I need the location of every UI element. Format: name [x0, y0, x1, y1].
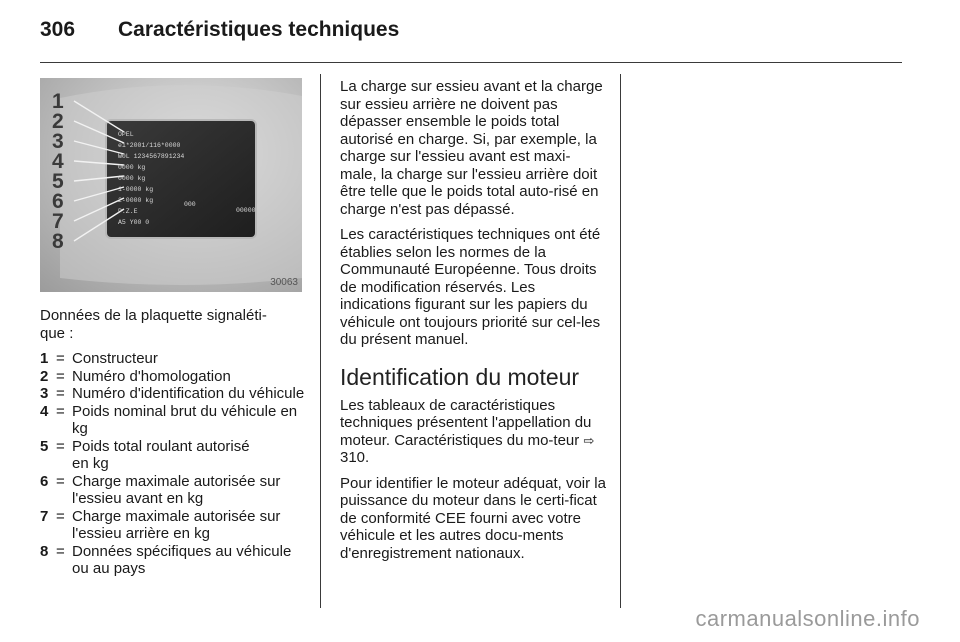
plate-line: 1-0000 kg [118, 186, 154, 193]
legend-item [40, 385, 310, 403]
callout-number: 2 [52, 110, 64, 133]
column-divider-right [620, 74, 621, 608]
legend-number: 2 [40, 367, 49, 385]
legend-item [40, 508, 310, 543]
plate-line: 2-0000 kg [118, 197, 154, 204]
plate-line: W0L 1234567891234 [118, 153, 185, 160]
legend-list [40, 350, 310, 578]
legend-equals: = [56, 385, 65, 402]
plate-line: OPEL [118, 131, 134, 138]
legend-number: 8 [40, 542, 49, 560]
plate-line: A5 Y00 0 [118, 219, 150, 226]
paragraph-axle-load: La charge sur essieu avant et la charge sur essieu arrière ne doivent pas dépasser ensemble le poids total autorisé en charge. Si, par exemple, la charge sur l'essieu avant est maxi-male, la charge sur l'essieu arrière doit être telle que le poids total auto-risé en charge n'est pas dépassé. [340, 78, 603, 218]
paragraph-engine-tables [340, 397, 606, 467]
legend-equals: = [56, 350, 65, 367]
arrow-reference-icon: ⇨ [583, 432, 595, 448]
legend-equals: = [56, 367, 65, 385]
paragraph-engine-tables-text: Les tableaux de caractéristiques techniques présentent l'appellation du moteur. Caractéristiques du mo-teur [340, 396, 592, 449]
legend-text: Données spécifiques au véhicule ou au pays [72, 542, 292, 577]
callout-number: 7 [52, 210, 64, 233]
callout-number: 6 [52, 190, 64, 213]
page-reference-link[interactable]: 310. [340, 449, 370, 466]
plate-line: 0000 kg [118, 164, 146, 171]
plate-line: 0000 kg [118, 175, 146, 182]
legend-number: 3 [40, 385, 49, 402]
legend-text: Charge maximale autorisée sur l'essieu arrière en kg [72, 507, 281, 542]
plate-line: e1*2001/116*0000 [118, 142, 181, 149]
section-title-engine-identification: Identification du moteur [340, 363, 580, 390]
legend-text: Poids nominal brut du véhicule en kg [72, 402, 298, 437]
plate-extra: 00000 [236, 207, 256, 214]
legend-item [40, 368, 310, 386]
legend-equals: = [56, 472, 65, 490]
legend-item [40, 403, 310, 438]
paragraph-engine-power: Pour identifier le moteur adéquat, voir la puissance du moteur dans le certi-ficat de conformité CEE fourni avec votre véhicule et les autres docu-ments d'enregistrement nationaux. [340, 474, 606, 562]
legend-text: Poids total roulant autorisé en kg [72, 437, 250, 472]
legend-equals: = [56, 402, 65, 420]
legend-text: Numéro d'homologation [72, 367, 231, 385]
watermark: carmanualsonline.info [695, 606, 920, 631]
plate-figure [40, 78, 302, 292]
legend-equals: = [56, 437, 65, 455]
page-title: Caractéristiques techniques [118, 18, 400, 41]
legend-number: 1 [40, 350, 49, 367]
column-divider [320, 74, 321, 608]
legend-number: 4 [40, 402, 49, 420]
legend-intro: Données de la plaquette signaléti- que : [40, 307, 267, 342]
page-number: 306 [40, 18, 76, 41]
legend-equals: = [56, 542, 65, 560]
legend-number: 7 [40, 507, 49, 525]
legend-text: Constructeur [72, 350, 158, 367]
callout-number: 4 [52, 150, 64, 173]
plate-extra: 000 [184, 201, 196, 208]
page-header [40, 18, 399, 48]
callout-number: 1 [52, 90, 64, 113]
legend-text: Charge maximale autorisée sur l'essieu avant en kg [72, 472, 281, 507]
header-rule [40, 62, 902, 63]
callout-number: 8 [52, 230, 64, 253]
legend-equals: = [56, 507, 65, 525]
legend-item [40, 543, 310, 578]
right-column [340, 78, 606, 570]
legend-text: Numéro d'identification du véhicule [72, 385, 305, 402]
legend-item [40, 438, 310, 473]
plate-line: P.Z.E [118, 208, 138, 215]
legend-item [40, 350, 310, 368]
paragraph-standards: Les caractéristiques techniques ont été établies selon les normes de la Communauté Européenne. Tous droits de modification réservés. Les indications figurant sur les papiers du véhicule ont toujours priorité sur cel-les du présent manuel. [340, 226, 601, 348]
legend-number: 5 [40, 437, 49, 455]
plate-illustration [40, 78, 302, 292]
legend-number: 6 [40, 472, 49, 490]
figure-id: 30063 [270, 277, 298, 288]
left-column [40, 307, 310, 578]
legend-item [40, 473, 310, 508]
callout-number: 3 [52, 130, 64, 153]
callout-number: 5 [52, 170, 64, 193]
